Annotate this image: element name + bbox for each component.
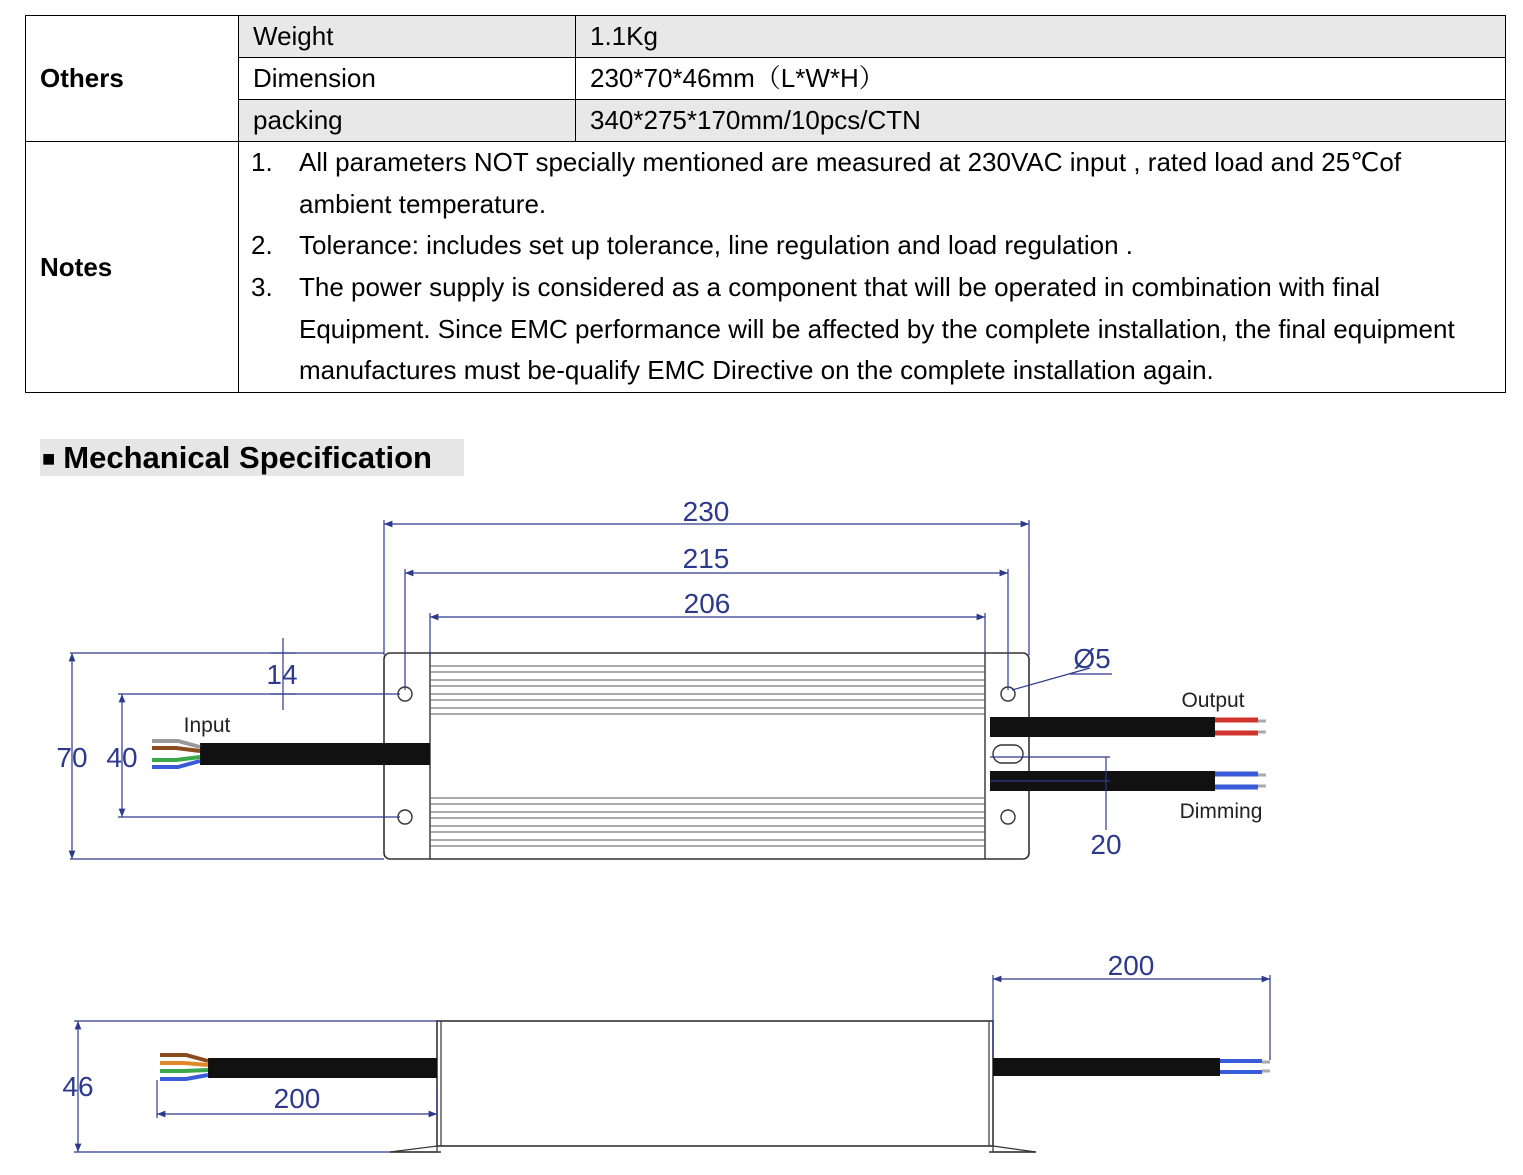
input-wires-icon: [152, 741, 200, 767]
square-bullet-icon: ■: [42, 446, 56, 471]
dim-width-overall: 70: [56, 742, 88, 773]
output-wires-icon: [1215, 720, 1258, 733]
category-notes: Notes: [26, 142, 239, 393]
dim-output-cable-length: 200: [1107, 950, 1155, 981]
dim-hole-spacing: 215: [682, 543, 730, 574]
side-input-cable: [208, 1058, 437, 1078]
dim-input-cable-length: 200: [273, 1083, 321, 1114]
side-output-cable: [993, 1058, 1220, 1076]
side-view: [62, 950, 1270, 1152]
note-text: All parameters NOT specially mentioned are measured at 230VAC input , rated load and 25℃of ambient temperature.: [299, 147, 1402, 219]
note-text: The power supply is considered as a component that will be operated in combination with final Equipment. Since EMC performance will be affected by the complete installation, the final equipment manufactures must be-qualify EMC Directive on the complete installation again.: [299, 272, 1455, 386]
dim-cable-spacing: 20: [1090, 829, 1122, 860]
dim-hole-row-spacing: 40: [106, 742, 138, 773]
input-label: Input: [183, 714, 231, 737]
side-input-wires-icon: [160, 1055, 208, 1079]
output-label: Output: [1181, 689, 1245, 712]
category-others: Others: [26, 16, 239, 142]
note-number: 1.: [251, 147, 273, 178]
side-output-wires-icon: [1220, 1061, 1262, 1072]
dim-height: 46: [62, 1071, 94, 1102]
note-text: Tolerance: includes set up tolerance, line regulation and load regulation .: [299, 230, 1133, 261]
output-cable: [990, 717, 1215, 737]
note-number: 3.: [251, 272, 273, 302]
input-cable: [200, 743, 430, 765]
value-packing: 340*275*170mm/10pcs/CTN: [576, 100, 1506, 142]
dim-length-overall: 230: [682, 496, 730, 527]
dimming-label: Dimming: [1179, 800, 1263, 823]
dim-hole-diameter: Ø5: [1073, 643, 1111, 674]
section-title-text: Mechanical Specification: [63, 440, 432, 475]
param-packing: packing: [239, 100, 576, 142]
value-dimension: 230*70*46mm（L*W*H）: [576, 58, 1506, 100]
param-weight: Weight: [239, 16, 576, 58]
top-view: [56, 496, 1266, 860]
dim-body-length: 206: [683, 588, 731, 619]
side-housing-outline: [437, 1021, 993, 1146]
dim-hole-offset: 14: [266, 659, 298, 690]
dimming-wires-icon: [1215, 774, 1258, 787]
housing-outline: [384, 653, 1029, 859]
value-weight: 1.1Kg: [576, 16, 1506, 58]
note-number: 2.: [251, 230, 273, 261]
param-dimension: Dimension: [239, 58, 576, 100]
